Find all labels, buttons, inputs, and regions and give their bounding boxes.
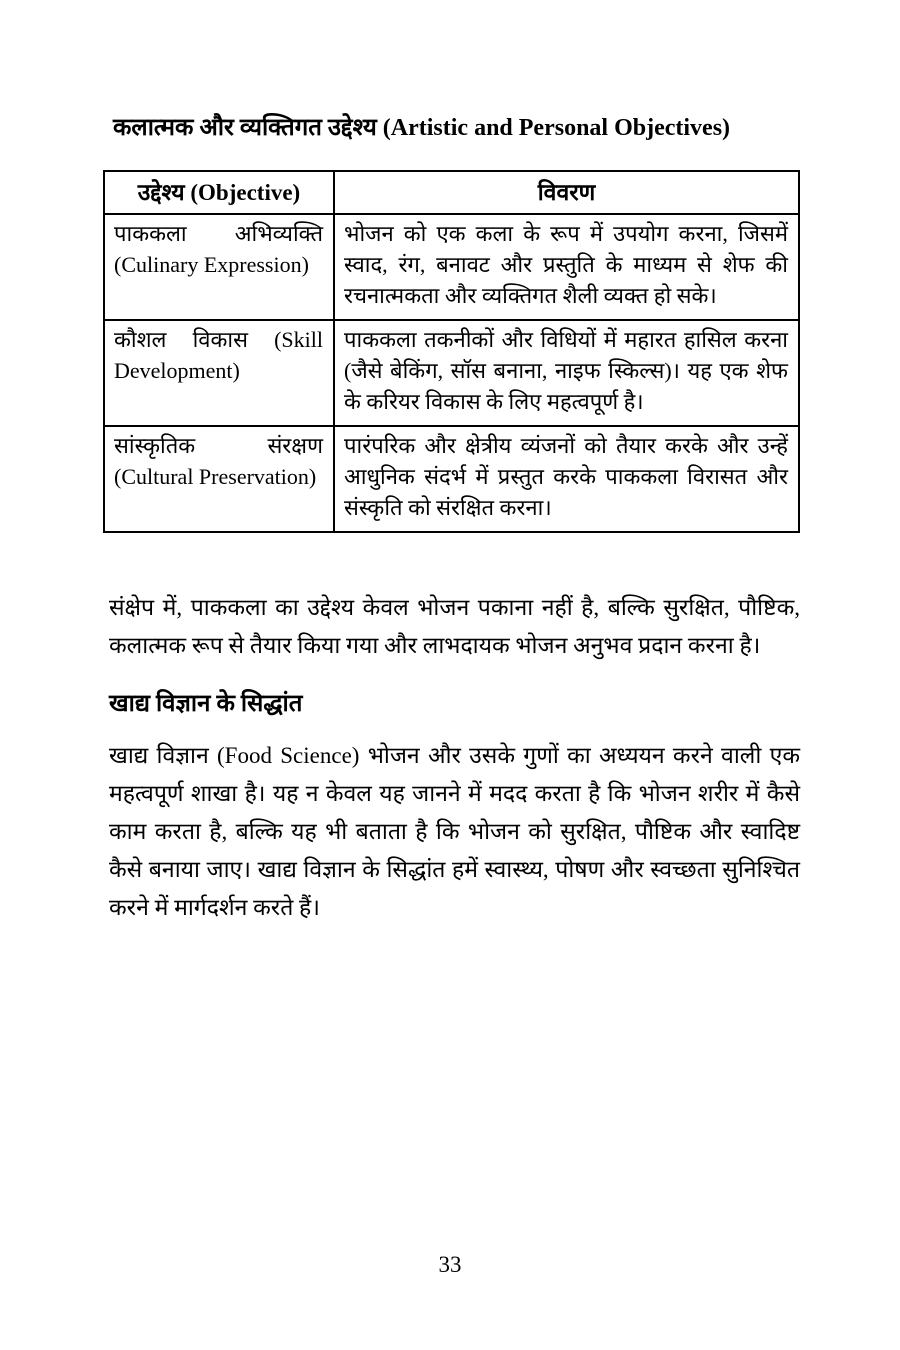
section-heading-food-science: खाद्य विज्ञान के सिद्धांत (109, 691, 303, 717)
page-number: 33 (438, 1252, 462, 1277)
table-header-row (104, 171, 799, 214)
objective-cell-skill-development: कौशल विकास (Skill Development) (104, 320, 334, 426)
table-row (104, 426, 799, 532)
objectives-table (103, 170, 800, 533)
description-cell-skill-development: पाककला तकनीकों और विधियों में महारत हासिल करना (जैसे बेकिंग, सॉस बनाना, नाइफ स्किल्स)। यह एक शेफ के करियर विकास के लिए महत्वपूर्ण है। (334, 320, 799, 426)
table-row (104, 214, 799, 320)
section-heading-artistic-objectives: कलात्मक और व्यक्तिगत उद्देश्य (Artistic and Personal Objectives) (113, 115, 731, 141)
summary-paragraph: संक्षेप में, पाककला का उद्देश्य केवल भोजन पकाना नहीं है, बल्कि सुरक्षित, पौष्टिक, कलात्मक रूप से तैयार किया गया और लाभदायक भोजन अनुभव प्रदान करना है। (109, 595, 800, 658)
table-row (104, 320, 799, 426)
description-cell-culinary-expression: भोजन को एक कला के रूप में उपयोग करना, जिसमें स्वाद, रंग, बनावट और प्रस्तुति के माध्यम से शेफ की रचनात्मकता और व्यक्तिगत शैली व्यक्त हो सके। (334, 214, 799, 320)
table-header-description: विवरण (334, 171, 799, 214)
objective-cell-culinary-expression: पाककला अभिव्यक्ति (Culinary Expression) (104, 214, 334, 320)
description-cell-cultural-preservation: पारंपरिक और क्षेत्रीय व्यंजनों को तैयार करके और उन्हें आधुनिक संदर्भ में प्रस्तुत करके पाककला विरासत और संस्कृति को संरक्षित करना। (334, 426, 799, 532)
food-science-paragraph: खाद्य विज्ञान (Food Science) भोजन और उसके गुणों का अध्ययन करने वाली एक महत्वपूर्ण शाखा है। यह न केवल यह जानने में मदद करता है कि भोजन शरीर में कैसे काम करता है, बल्कि यह भी बताता है कि भोजन को सुरक्षित, पौष्टिक और स्वादिष्ट कैसे बनाया जाए। खाद्य विज्ञान के सिद्धांत हमें स्वास्थ्य, पोषण और स्वच्छता सुनिश्चित करने में मार्गदर्शन करते हैं। (109, 743, 800, 920)
objective-cell-cultural-preservation: सांस्कृतिक संरक्षण (Cultural Preservation) (104, 426, 334, 532)
table-header-objective: उद्देश्य (Objective) (104, 171, 334, 214)
